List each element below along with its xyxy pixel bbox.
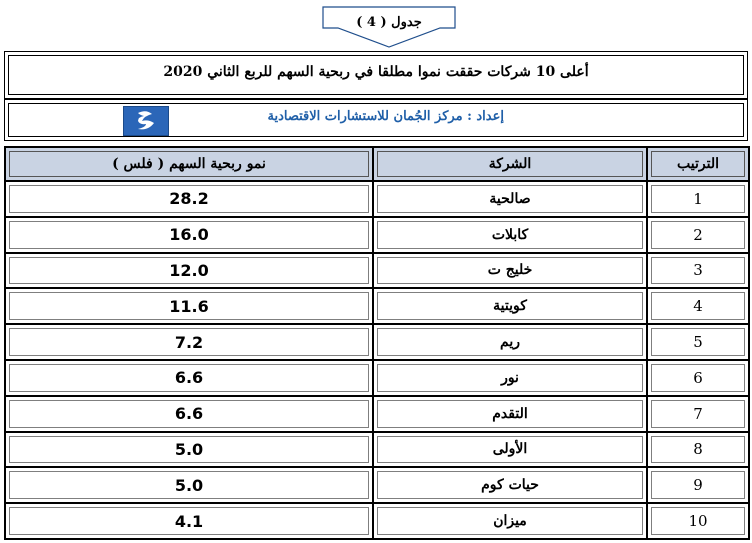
table-label-arrow xyxy=(322,6,456,48)
growth-cell: 6.6 xyxy=(5,396,373,432)
company-cell: خليج ت xyxy=(373,253,647,289)
growth-cell: 5.0 xyxy=(5,467,373,503)
growth-cell: 12.0 xyxy=(5,253,373,289)
header-company: الشركة xyxy=(373,147,647,181)
rank-cell: 10 xyxy=(647,503,749,539)
header-rank: الترتيب xyxy=(647,147,749,181)
growth-table xyxy=(4,146,750,540)
rank-cell: 6 xyxy=(647,360,749,396)
growth-cell: 5.0 xyxy=(5,432,373,468)
company-cell: نور xyxy=(373,360,647,396)
title-box xyxy=(4,51,748,99)
table-row xyxy=(5,432,749,468)
company-cell: ميزان xyxy=(373,503,647,539)
rank-cell: 8 xyxy=(647,432,749,468)
growth-cell: 28.2 xyxy=(5,181,373,217)
table-row xyxy=(5,288,749,324)
rank-cell: 3 xyxy=(647,253,749,289)
aljuman-logo-icon xyxy=(123,106,169,136)
table-row xyxy=(5,360,749,396)
company-cell: ريم xyxy=(373,324,647,360)
header-growth: نمو ربحية السهم ( فلس ) xyxy=(5,147,373,181)
table-row xyxy=(5,217,749,253)
growth-cell: 11.6 xyxy=(5,288,373,324)
preparation-credit: إعداد : مركز الجُمان للاستشارات الاقتصادية xyxy=(267,109,504,124)
table-row xyxy=(5,181,749,217)
table-row xyxy=(5,324,749,360)
table-row xyxy=(5,503,749,539)
table-row xyxy=(5,253,749,289)
rank-cell: 4 xyxy=(647,288,749,324)
company-cell: الأولى xyxy=(373,432,647,468)
rank-cell: 5 xyxy=(647,324,749,360)
growth-cell: 4.1 xyxy=(5,503,373,539)
preparation-box xyxy=(4,99,748,141)
company-cell: صالحية xyxy=(373,181,647,217)
page-title: أعلى 10 شركات حققت نموا مطلقا في ربحية السهم للربع الثاني 2020 xyxy=(163,64,589,80)
rank-cell: 7 xyxy=(647,396,749,432)
growth-cell: 6.6 xyxy=(5,360,373,396)
company-cell: التقدم xyxy=(373,396,647,432)
table-label: جدول ( 4 ) xyxy=(356,15,422,30)
table-row xyxy=(5,396,749,432)
company-cell: كويتية xyxy=(373,288,647,324)
company-cell: حيات كوم xyxy=(373,467,647,503)
rank-cell: 1 xyxy=(647,181,749,217)
growth-cell: 7.2 xyxy=(5,324,373,360)
rank-cell: 9 xyxy=(647,467,749,503)
growth-cell: 16.0 xyxy=(5,217,373,253)
table-row xyxy=(5,467,749,503)
company-cell: كابلات xyxy=(373,217,647,253)
table-header-row xyxy=(5,147,749,181)
rank-cell: 2 xyxy=(647,217,749,253)
